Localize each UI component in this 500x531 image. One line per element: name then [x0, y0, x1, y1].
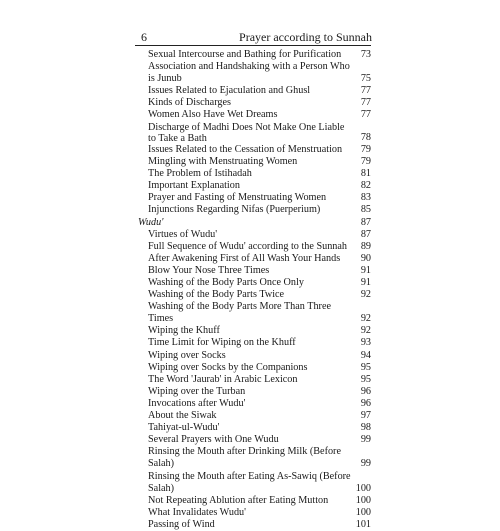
toc-entry-title: Wiping the Khuff [148, 325, 220, 337]
toc-entry [138, 241, 371, 253]
toc-entry-title: Issues Related to Ejaculation and Ghusl [148, 85, 311, 97]
toc-entry [138, 398, 371, 410]
toc-entry-page: 77 [360, 97, 371, 109]
toc-entry-title: Mingling with Menstruating Women [148, 156, 298, 168]
toc-entry-page: 87 [360, 216, 371, 228]
toc-entry [138, 85, 371, 97]
toc-section-heading [138, 217, 371, 229]
toc-entry [138, 301, 371, 325]
toc-entry-title: The Problem of Istihadah [148, 168, 252, 180]
toc-entry-title: Prayer and Fasting of Menstruating Women [148, 192, 327, 204]
toc-entry-page: 75 [360, 73, 371, 85]
toc-entry-title: Invocations after Wudu' [148, 397, 246, 409]
toc-entry [138, 434, 371, 446]
toc-entry [138, 519, 371, 531]
toc-entry-page: 101 [355, 518, 371, 530]
toc-entry-title: What Invalidates Wudu' [148, 506, 246, 518]
toc-entry [138, 265, 371, 277]
toc-entry-page: 79 [360, 143, 371, 155]
toc-entry-page: 99 [360, 434, 371, 446]
toc-entry-page: 83 [360, 192, 371, 204]
toc-entry [138, 386, 371, 398]
toc-entry [138, 253, 371, 265]
toc-entry-page: 95 [360, 361, 371, 373]
toc-entry [138, 422, 371, 434]
toc-entry-page: 92 [360, 289, 371, 301]
toc-entry-page: 73 [360, 49, 371, 60]
toc-entry [138, 144, 371, 156]
toc-entry-title: Full Sequence of Wudu' according to the Sunnah [148, 240, 348, 252]
toc-entry-title: Tahiyat-ul-Wudu' [148, 422, 220, 434]
toc-entry-page: 100 [355, 482, 371, 494]
toc-entry-page: 92 [360, 325, 371, 337]
toc-entry [138, 277, 371, 289]
toc-entry [138, 97, 371, 109]
toc-entry-title: Washing of the Body Parts Once Only [148, 277, 304, 288]
toc-entry-page: 99 [360, 458, 371, 470]
toc-entry-title: Time Limit for Wiping on the Khuff [148, 337, 296, 349]
toc-entry-title: Injunctions Regarding Nifas (Puerperium) [148, 204, 321, 216]
toc-entry-page: 85 [360, 204, 371, 216]
toc-entry [138, 446, 371, 470]
toc-entry-title: Washing of the Body Parts More Than Three Times [148, 301, 331, 325]
toc-entry-title: Important Explanation [148, 180, 240, 192]
toc-entry-page: 96 [360, 397, 371, 409]
toc-entry-page: 79 [360, 156, 371, 168]
toc-entry [138, 325, 371, 337]
toc-entry-title: Virtues of Wudu' [148, 228, 218, 240]
toc-entry-title: Issues Related to the Cessation of Menstruation [148, 143, 343, 155]
toc-entry [138, 61, 371, 85]
table-of-contents [138, 49, 371, 531]
toc-entry-title: Rinsing the Mouth after Eating As-Sawiq (Before Salah) [148, 470, 351, 494]
toc-entry [138, 180, 371, 192]
toc-entry-page: 77 [360, 85, 371, 97]
toc-entry-title: The Word 'Jaurab' in Arabic Lexicon [148, 373, 298, 385]
toc-entry [138, 109, 371, 121]
toc-entry [138, 229, 371, 241]
toc-entry-title: Wudu' [138, 216, 164, 228]
toc-entry-page: 78 [360, 131, 371, 143]
toc-entry-page: 91 [360, 264, 371, 276]
toc-entry [138, 471, 371, 495]
toc-entry-page: 100 [355, 506, 371, 518]
toc-entry-page: 81 [360, 168, 371, 180]
toc-entry [138, 204, 371, 216]
toc-entry-page: 91 [360, 277, 371, 288]
toc-entry-page: 94 [360, 349, 371, 361]
toc-entry [138, 374, 371, 386]
toc-entry-page: 90 [360, 252, 371, 264]
toc-entry-page: 77 [360, 109, 371, 121]
toc-entry-title: About the Siwak [148, 410, 217, 422]
toc-entry [138, 156, 371, 168]
toc-entry-title: After Awakening First of All Wash Your Hands [148, 252, 341, 264]
toc-entry-title: Rinsing the Mouth after Drinking Milk (Before Salah) [148, 446, 341, 470]
toc-entry [138, 337, 371, 349]
toc-entry [138, 289, 371, 301]
toc-entry-page: 100 [355, 494, 371, 506]
toc-entry-title: Washing of the Body Parts Twice [148, 289, 285, 301]
toc-entry [138, 507, 371, 519]
toc-entry [138, 350, 371, 362]
toc-entry-title: Wiping over Socks [148, 349, 226, 361]
toc-entry-title: Wiping over the Turban [148, 385, 246, 397]
toc-entry-title: Wiping over Socks by the Companions [148, 361, 308, 373]
page-number: 6 [141, 30, 147, 44]
toc-entry [138, 362, 371, 374]
toc-entry [138, 49, 371, 61]
toc-entry [138, 122, 371, 144]
toc-entry-title: Sexual Intercourse and Bathing for Purification [148, 49, 342, 60]
toc-entry-title: Women Also Have Wet Dreams [148, 109, 278, 121]
running-head: Prayer according to Sunnah [239, 30, 372, 44]
toc-entry-title: Blow Your Nose Three Times [148, 264, 270, 276]
toc-entry-page: 97 [360, 410, 371, 422]
toc-entry-page: 95 [360, 373, 371, 385]
toc-entry-page: 89 [360, 240, 371, 252]
toc-entry [138, 410, 371, 422]
toc-entry-title: Several Prayers with One Wudu [148, 434, 279, 446]
toc-entry-page: 87 [360, 228, 371, 240]
toc-entry-title: Association and Handshaking with a Person Who is Junub [148, 61, 350, 85]
toc-entry-page: 92 [360, 313, 371, 325]
toc-entry-title: Passing of Wind [148, 518, 215, 530]
toc-entry [138, 192, 371, 204]
toc-entry-page: 93 [360, 337, 371, 349]
toc-entry-page: 96 [360, 385, 371, 397]
toc-entry-page: 82 [360, 180, 371, 192]
toc-entry-title: Kinds of Discharges [148, 97, 231, 109]
toc-entry [138, 168, 371, 180]
toc-entry [138, 495, 371, 507]
header-rule [135, 45, 371, 46]
toc-entry-page: 98 [360, 422, 371, 434]
toc-entry-title: Not Repeating Ablution after Eating Mutton [148, 494, 329, 506]
toc-entry-title: Discharge of Madhi Does Not Make One Liable to Take a Bath [148, 121, 345, 144]
